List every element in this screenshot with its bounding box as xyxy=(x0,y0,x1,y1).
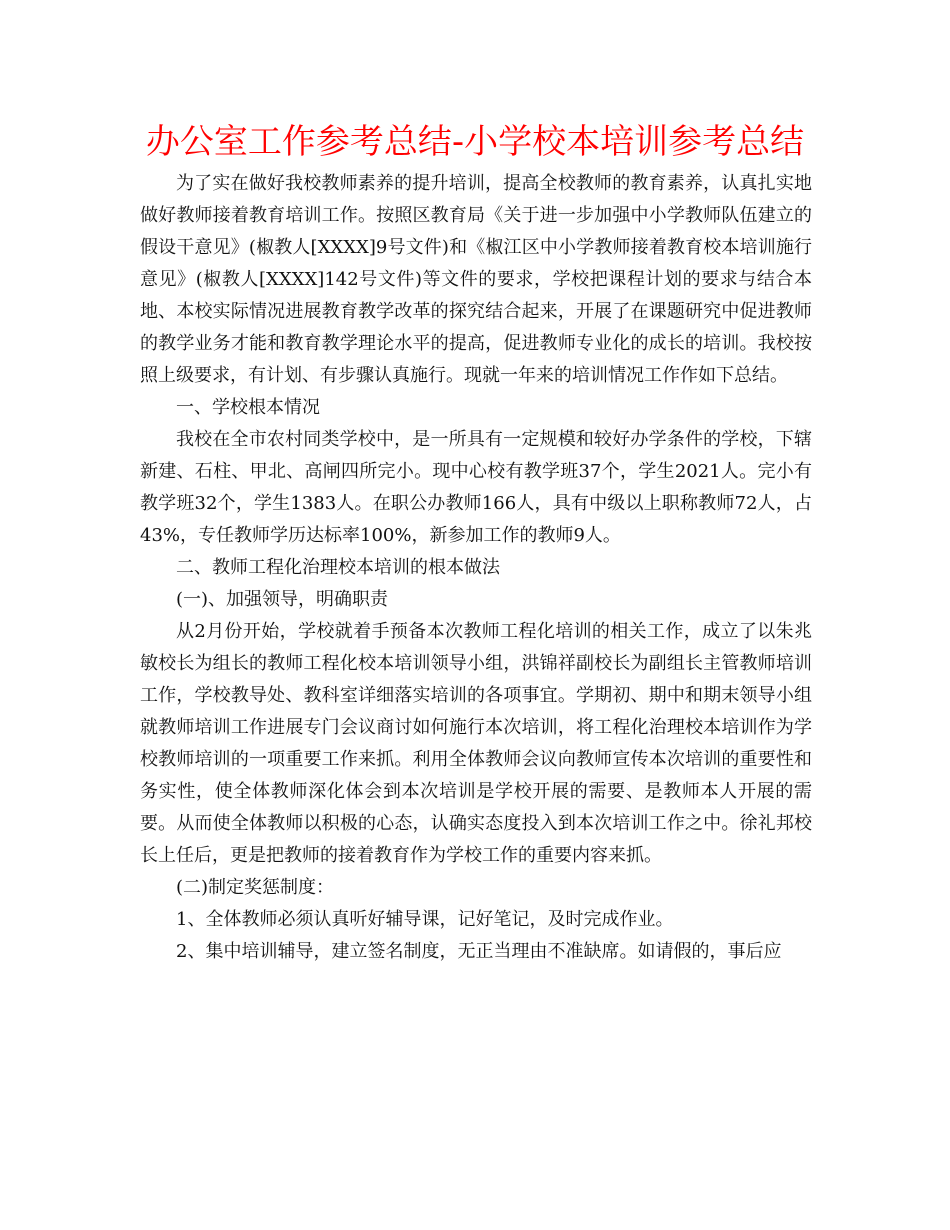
subsection-heading-1: (一)、加强领导，明确职责 xyxy=(176,589,389,610)
paragraph-school-overview: 我校在全市农村同类学校中，是一所具有一定规模和较好办学条件的学校，下辖新建、石柱、甲北、高闸四所完小。现中心校有教学班37个，学生2021人。完小有教学班32个，学生1383人。在职公办教师166人，具有中级以上职称教师72人，占43%，专任教师学历达标率100%，新参加工作的教师9人。 xyxy=(140,429,812,546)
subsection-heading-2: (二)制定奖惩制度： xyxy=(176,877,335,898)
document-body xyxy=(140,168,812,968)
paragraph-intro: 为了实在做好我校教师素养的提升培训，提高全校教师的教育素养，认真扎实地做好教师接着教育培训工作。按照区教育局《关于进一步加强中小学教师队伍建立的假设干意见》(椒教人[XXXX]9号文件)和《椒江区中小学教师接着教育校本培训施行意见》(椒教人[XXXX]142号文件)等文件的要求，学校把课程计划的要求与结合本地、本校实际情况进展教育教学改革的探究结合起来，开展了在课题研究中促进教师的教学业务才能和教育教学理论水平的提高，促进教师专业化的成长的培训。我校按照上级要求，有计划、有步骤认真施行。现就一年来的培训情况工作作如下总结。 xyxy=(140,173,812,386)
list-item-2: 2、集中培训辅导，建立签名制度，无正当理由不准缺席。如请假的，事后应 xyxy=(176,941,782,962)
document-title: 办公室工作参考总结-小学校本培训参考总结 xyxy=(145,122,805,162)
list-item-1: 1、全体教师必须认真听好辅导课，记好笔记，及时完成作业。 xyxy=(176,909,674,930)
section-heading-1: 一、学校根本情况 xyxy=(176,397,320,418)
paragraph-leadership: 从2月份开始，学校就着手预备本次教师工程化培训的相关工作，成立了以朱兆敏校长为组长的教师工程化校本培训领导小组，洪锦祥副校长为副组长主管教师培训工作，学校教导处、教科室详细落实培训的各项事宜。学期初、期中和期末领导小组就教师培训工作进展专门会议商讨如何施行本次培训，将工程化治理校本培训作为学校教师培训的一项重要工作来抓。利用全体教师会议向教师宣传本次培训的重要性和务实性，使全体教师深化体会到本次培训是学校开展的需要、是教师本人开展的需要。从而使全体教师以积极的心态，认确实态度投入到本次培训工作之中。徐礼邦校长上任后，更是把教师的接着教育作为学校工作的重要内容来抓。 xyxy=(140,621,812,866)
section-heading-2: 二、教师工程化治理校本培训的根本做法 xyxy=(176,557,500,578)
